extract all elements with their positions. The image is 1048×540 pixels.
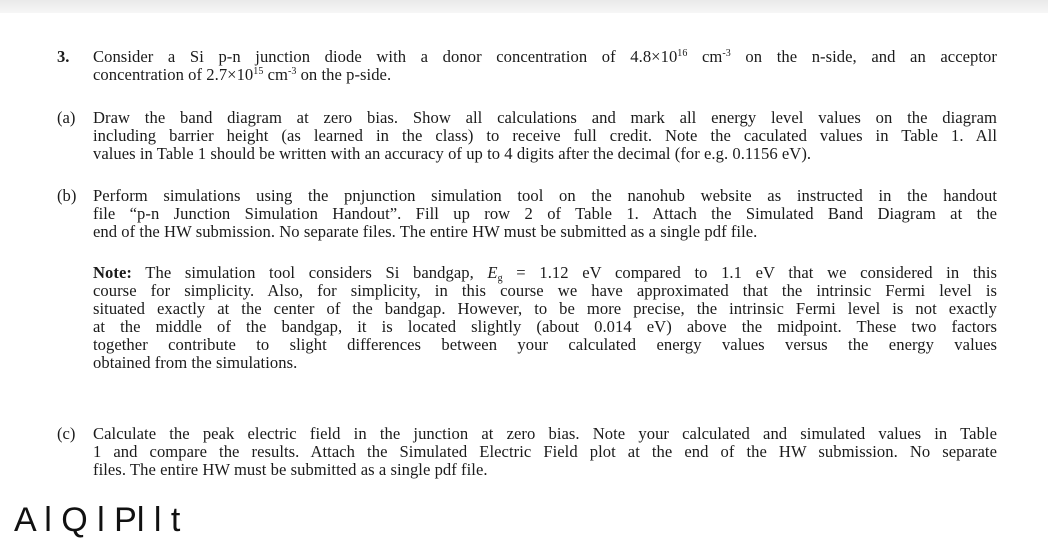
part-a-line-1: Draw the band diagram at zero bias. Show all calculations and mark all energy level values on the diagram bbox=[93, 108, 997, 127]
part-c-line-3: files. The entire HW must be submitted as a single pdf file. bbox=[93, 460, 488, 479]
part-b-line-3: end of the HW submission. No separate files. The entire HW must be submitted as a single pdf file. bbox=[93, 222, 758, 241]
part-c-line-2: 1 and compare the results. Attach the Simulated Electric Field plot at the end of the HW submission. No separate bbox=[93, 442, 997, 461]
part-c-line-1: Calculate the peak electric field in the junction at zero bias. Note your calculated and simulated values in Table bbox=[93, 424, 997, 443]
note-line-6: obtained from the simulations. bbox=[93, 353, 298, 372]
part-a-text bbox=[93, 109, 997, 163]
part-b-line-1: Perform simulations using the pnjunction simulation tool on the nanohub website as instructed in the handout bbox=[93, 186, 997, 205]
part-b-label: (b) bbox=[57, 186, 77, 205]
note-line-4: at the middle of the bandgap, it is located slightly (about 0.014 eV) above the midpoint. These two factors bbox=[93, 317, 997, 336]
part-b-line-2: file “p-n Junction Simulation Handout”. Fill up row 2 of Table 1. Attach the Simulated Band Diagram at the bbox=[93, 204, 997, 223]
question-3-line-1: Consider a Si p-n junction diode with a donor concentration of $4.8\times 10^{16}$ $cm^{-3}$ on the n-side, and an acceptor bbox=[93, 47, 997, 66]
part-a-line-2: including barrier height (as learned in the class) to receive full credit. Note the caculated values in Table 1. All bbox=[93, 126, 997, 145]
note-paragraph bbox=[93, 264, 997, 372]
note-line-1: Note: The simulation tool considers Si bandgap, $E_g = 1.12$ eV compared to 1.1 eV that we considered in this bbox=[93, 263, 997, 284]
question-3-text bbox=[93, 48, 997, 84]
part-b-text bbox=[93, 187, 997, 241]
cutoff-caption: A l Q l Pl l t bbox=[14, 501, 181, 539]
part-c-label: (c) bbox=[57, 424, 76, 443]
note-line-3: situated exactly at the center of the bandgap. However, to be more precise, the intrinsic Fermi level is not exactly bbox=[93, 299, 997, 318]
note-line-2: course for simplicity. Also, for simplicity, in this course we have approximated that the intrinsic Fermi level is bbox=[93, 281, 997, 300]
note-heading: Note: bbox=[93, 263, 132, 282]
question-number: 3. bbox=[57, 47, 70, 66]
part-c-text bbox=[93, 425, 997, 479]
part-a-label: (a) bbox=[57, 108, 76, 127]
question-3-line-2: concentration of $2.7\times 10^{15}$ $cm^{-3}$ on the p-side. bbox=[93, 65, 392, 84]
part-a-line-3: values in Table 1 should be written with an accuracy of up to 4 digits after the decimal (for e.g. 0.1156 eV). bbox=[93, 144, 812, 163]
note-line-5: together contribute to slight differences between your calculated energy values versus the energy values bbox=[93, 335, 997, 354]
